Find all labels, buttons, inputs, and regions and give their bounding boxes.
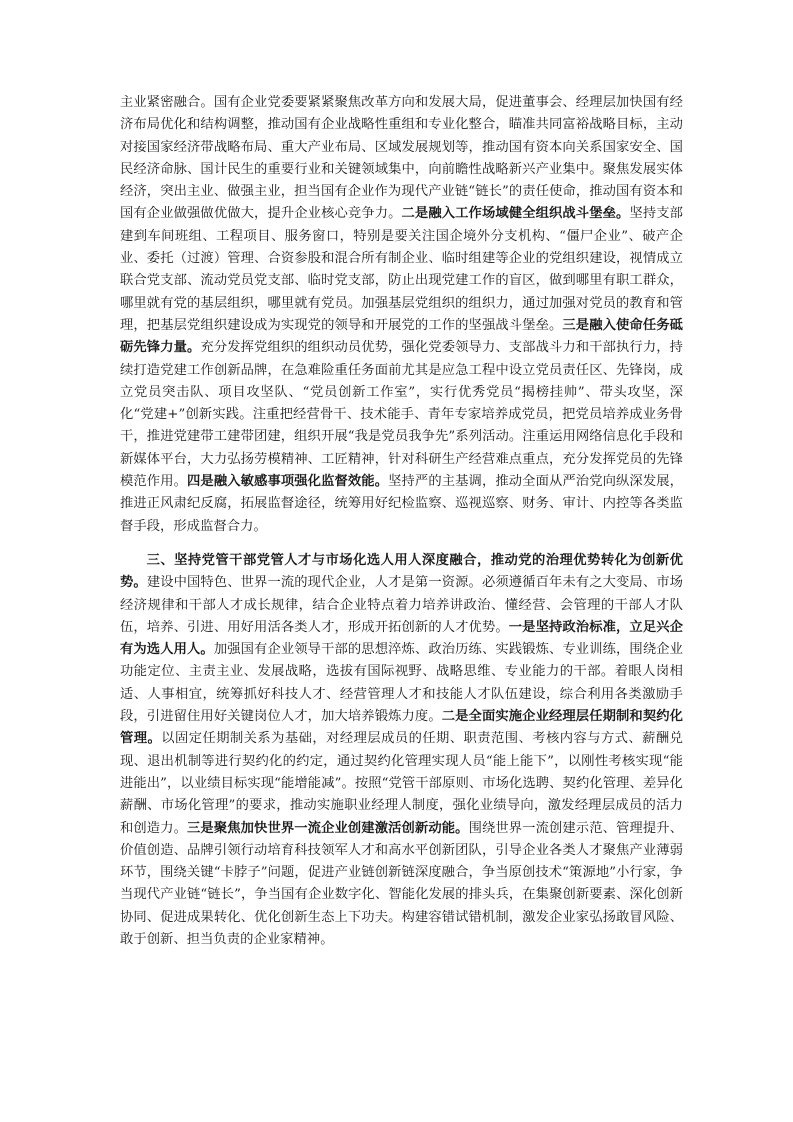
point-heading-4: 四是融入敏感事项强化监督效能。 — [187, 474, 389, 490]
body-text: 以固定任期制关系为基础，对经理层成员的任期、职责范围、考核内容与方式、薪酬兑现、退出机制等进行契约化的约定，通过契约化管理实现人员“能上能下”，以刚性考核实现“能进能出”，以业绩目标实现“能增能减”。按照“党管干部原则、市场化选聘、契约化管理、差异化薪酬、市场化管理”的要求，推动实施职业经理人制度，强化业绩导向，激发经理层成员的活力和创造力。 — [120, 731, 683, 836]
document-page — [120, 92, 683, 951]
section-heading-3: 三、坚持党管干部党管人才与市场化选人用人深度融合，推动党的治理优势转化为创新优势。 — [120, 552, 683, 591]
body-text: 充分发挥党组织的组织动员优势，强化党委领导力、支部战斗力和干部执行力，持续打造党建工作创新品牌，在急难险重任务面前尤其是应急工程中设立党员责任区、先锋岗，成立党员突击队、项目攻坚队、“党员创新工作室”，实行优秀党员“揭榜挂帅”、带头攻坚，深化“党建+”创新实践。注重把经营骨干、技术能手、青年专家培养成党员，把党员培养成业务骨干，推进党建带工建带团建，组织开展“我是党员我争先”系列活动。注重运用网络信息化手段和新媒体平台，大力弘扬劳模精神、工匠精神，针对科研生产经营难点重点，充分发挥党员的先锋模范作用。 — [120, 340, 683, 490]
point-heading-2: 二是融入工作场域健全组织战斗堡垒。 — [401, 206, 630, 222]
point-heading-3: 三是聚焦加快世界一流企业创建激活创新动能。 — [187, 820, 469, 836]
paragraph-party-integration — [120, 92, 683, 538]
body-text: 主业紧密融合。国有企业党委要紧紧聚焦改革方向和发展大局，促进董事会、经理层加快国有经济布局优化和结构调整，推动国有企业战略性重组和专业化整合，瞄准共同富裕战略目标，主动对接国家经济带战略布局、重大产业布局、区域发展规划等，推动国有资本向关系国家安全、国民经济命脉、国计民生的重要行业和关键领域集中，向前瞻性战略新兴产业集中。聚焦发展实体经济，突出主业、做强主业，担当国有企业作为现代产业链“链长”的责任使命，推动国有资本和国有企业做强做优做大，提升企业核心竞争力。 — [120, 95, 683, 222]
body-text: 坚持支部建到车间班组、工程项目、服务窗口，特别是要关注国企境外分支机构、“僵尸企业”、破产企业、委托（过渡）管理、合资参股和混合所有制企业、临时组建等企业的党组织建设，视情成立联合党支部、流动党员党支部、临时党支部，防止出现党建工作的盲区，做到哪里有职工群众，哪里就有党的基层组织，哪里就有党员。加强基层党组织的组织力，通过加强对党员的教育和管理，把基层党组织建设成为实现党的领导和开展党的工作的坚强战斗堡垒。 — [120, 206, 684, 333]
paragraph-section-3 — [120, 550, 683, 951]
point-heading-2: 二是全面实施企业经理层任期制和契约化管理。 — [120, 709, 683, 747]
point-heading-1: 一是坚持政治标准，立足兴企有为选人用人。 — [120, 619, 683, 658]
body-text: 坚持严的主基调，推动全面从严治党向纵深发展，推进正风肃纪反腐，拓展监督途径，统筹用好纪检监察、巡视巡察、财务、审计、内控等各类监督手段，形成监督合力。 — [120, 474, 683, 534]
point-heading-3: 三是融入使命任务砥砺先锋力量。 — [120, 317, 684, 356]
body-text: 加强国有企业领导干部的思想淬炼、政治历练、实践锻炼、专业训练，围绕企业功能定位、主责主业、发展战略，选拔有国际视野、战略思维、专业能力的干部。着眼人岗相适、人事相宜，统筹抓好科技人才、经营管理人才和技能人才队伍建设，综合利用各类激励手段，引进留住用好关键岗位人才，加大培养锻炼力度。 — [120, 642, 683, 725]
body-text: 围绕世界一流创建示范、管理提升、价值创造、品牌引领行动培育科技领军人才和高水平创新团队，引导企业各类人才聚焦产业薄弱环节，围绕关键“卡脖子”问题，促进产业链创新链深度融合，争当原创技术“策源地”小行家，争当现代产业链“链长”，争当国有企业数字化、智能化发展的排头兵，在集聚创新要素、深化创新协同、促进成果转化、优化创新生态上下功夫。构建容错试错机制，激发企业家弘扬敢冒风险、敢于创新、担当负责的企业家精神。 — [120, 820, 683, 947]
body-text: 建设中国特色、世界一流的现代企业，人才是第一资源。必须遵循百年未有之大变局、市场经济规律和干部人才成长规律，结合企业特点着力培养讲政治、懂经营、会管理的干部人才队伍，培养、引进、用好用活各类人才，形成开拓创新的人才优势。 — [120, 575, 683, 635]
